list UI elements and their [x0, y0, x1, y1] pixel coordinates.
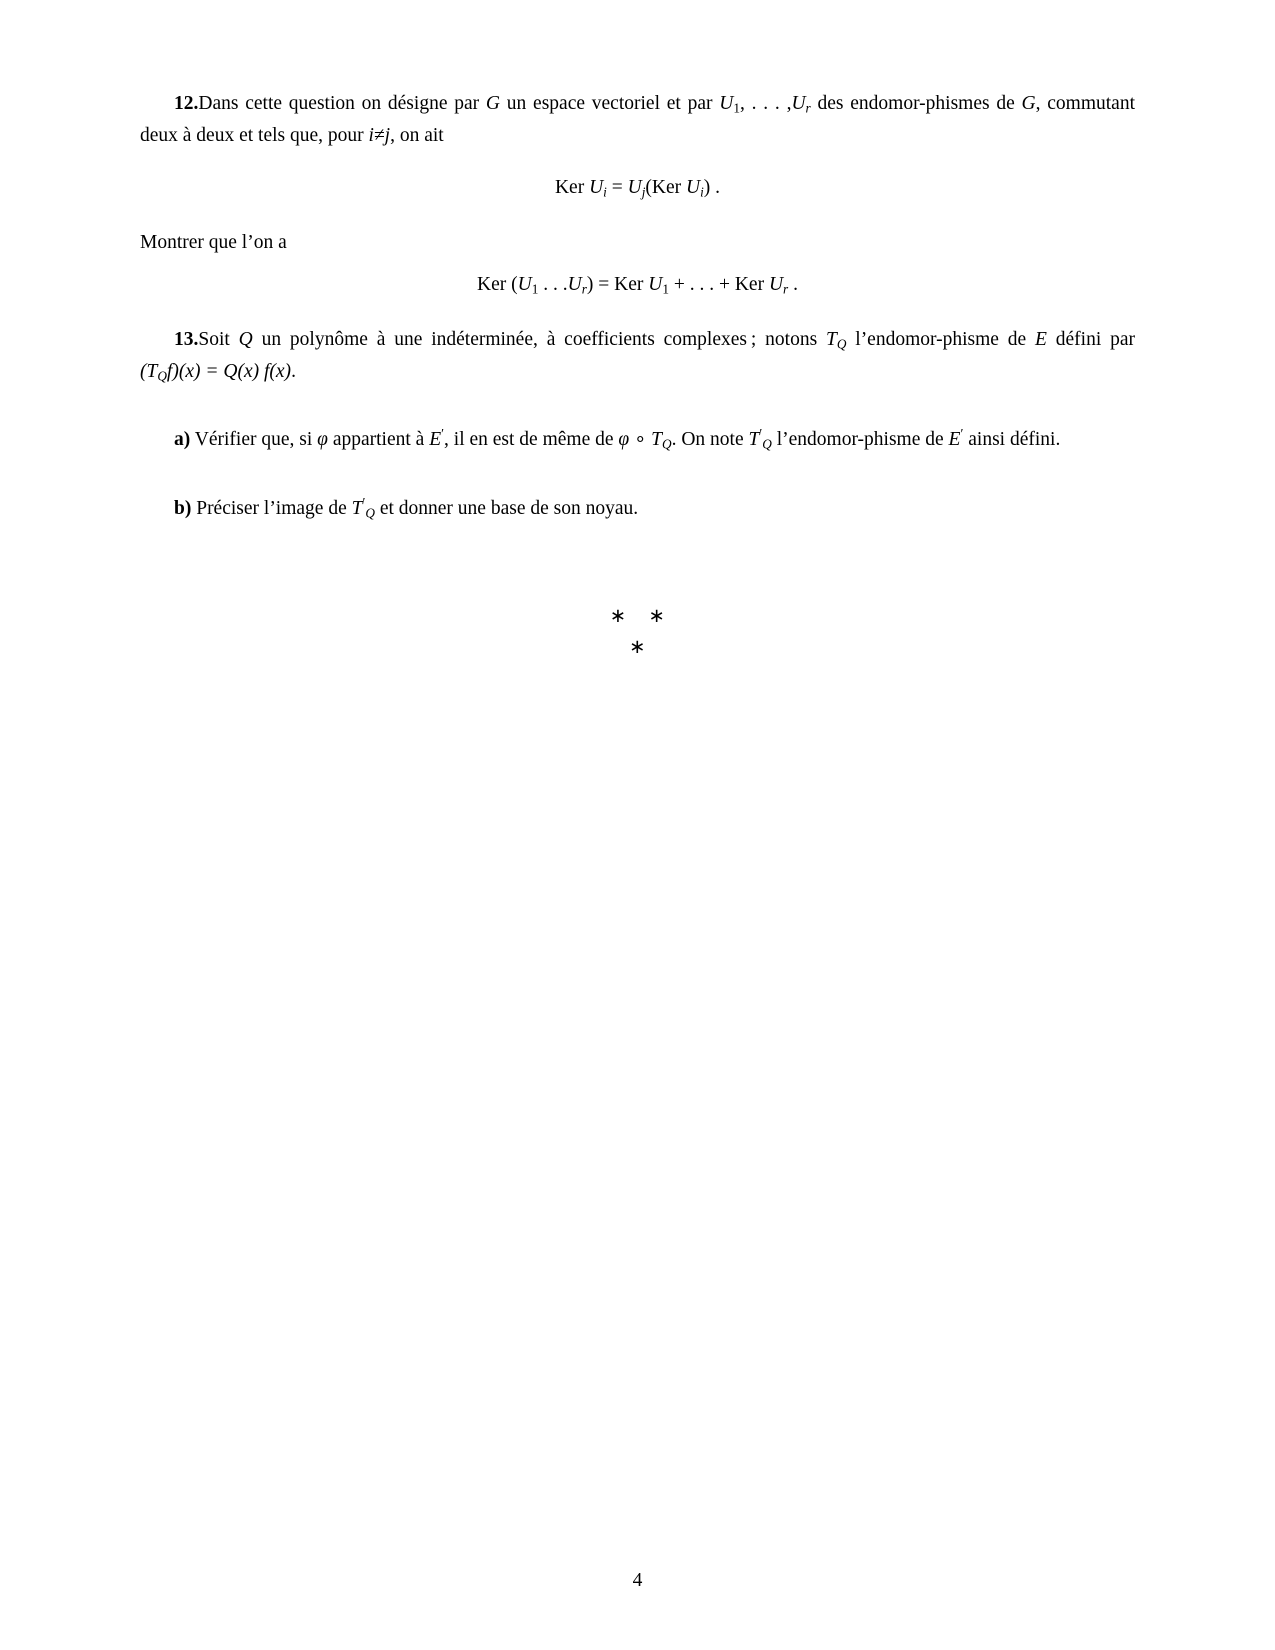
var-T-prime-b-subQ: Q: [365, 505, 375, 521]
eq2-Urb: U: [768, 274, 784, 296]
eq1-U-i2: U: [686, 177, 701, 199]
composition-symbol: ∘: [634, 429, 647, 451]
var-G2: G: [1021, 93, 1036, 114]
phi-symbol-2: φ: [618, 429, 630, 451]
eq2-ker-b: Ker: [734, 274, 765, 296]
neq-symbol: ≠: [373, 124, 385, 146]
q13-text-2: un polynôme à une indéterminée, à coefficients complexes ; notons: [252, 329, 826, 351]
eq2-subrb: r: [783, 282, 789, 298]
prime-mark-2: ′: [759, 426, 763, 442]
q13a-text-5: l’endomor-phisme de: [771, 429, 949, 451]
eq1-U-j: U: [627, 177, 642, 199]
eq1-period: .: [715, 177, 721, 199]
var-T-prime: T: [748, 429, 760, 451]
equation-ker-ui: [140, 177, 1135, 201]
asterisk-left: ∗: [609, 606, 627, 628]
eq2-subr: r: [581, 282, 587, 298]
var-Q: Q: [238, 329, 253, 351]
eq1-equals: =: [611, 177, 623, 199]
var-i: i: [368, 124, 374, 146]
var-T: T: [826, 329, 837, 351]
question-13-paragraph: [140, 324, 1135, 387]
var-E: E: [1035, 329, 1047, 351]
q13-text-3: l’endomor-phisme de: [846, 329, 1036, 351]
eq2-equals: =: [598, 274, 610, 296]
var-T-prime-b: T: [351, 497, 363, 519]
var-T-prime-subQ: Q: [762, 436, 772, 452]
eq2-dots: . . .: [543, 274, 568, 296]
var-T-subQ: Q: [836, 336, 847, 352]
var-E-prime: E: [429, 429, 442, 451]
eq2-period: .: [793, 274, 798, 296]
eq1-U-i: U: [589, 177, 604, 199]
prime-mark-3: ′: [960, 426, 964, 442]
var-T-2: T: [651, 429, 663, 451]
ker-label-2: Ker: [651, 177, 682, 199]
eq1-paren-open: (: [645, 177, 652, 199]
question-12-number: 12.: [174, 93, 199, 114]
q12-text-4: , commutant deux à deux et tels que, pour: [140, 93, 1135, 146]
q12-text-3: des endomor-phismes de: [810, 93, 1022, 114]
eq2-plus-dots: + . . . +: [673, 274, 730, 296]
question-12-paragraph: [140, 88, 1135, 151]
q13b-text-2: et donner une base de son noyau.: [374, 497, 639, 519]
eq2-ker-label: Ker: [477, 274, 507, 296]
equation-ker-product: [140, 274, 1135, 298]
eq2-Ur: U: [567, 274, 582, 296]
question-13b-label: b): [174, 497, 192, 519]
eq1-sub-j: j: [641, 184, 646, 200]
q12-text-2: un espace vectoriel et par: [500, 93, 720, 114]
montrer-line: Montrer que l’on a: [140, 231, 287, 253]
q13a-text-3: , il en est de même de: [444, 429, 619, 451]
var-E-prime-2: E: [948, 429, 961, 451]
q13-text-5: .: [291, 360, 296, 382]
var-G: G: [485, 93, 501, 114]
question-13a-label: a): [174, 429, 191, 451]
eq2-paren-close: ): [586, 274, 594, 296]
q12-text-5: , on ait: [390, 124, 444, 146]
page-number: 4: [632, 1570, 643, 1591]
q13-text-4: défini par: [1046, 329, 1135, 351]
question-13-number: 13.: [174, 329, 199, 351]
q13-formula-rest: )(x) = Q(x) f(x): [172, 360, 292, 382]
eq2-U1: U: [517, 274, 532, 296]
question-13: [140, 324, 1135, 387]
question-12: [140, 88, 1135, 151]
q12-dots: , . . . ,: [740, 93, 792, 114]
question-13b-paragraph: [140, 492, 1135, 524]
eq1-paren-close: ): [703, 177, 711, 199]
var-U1: U: [719, 93, 734, 114]
question-13a: [140, 423, 1135, 455]
q13-formula-subQ: Q: [157, 368, 167, 384]
q13a-text-4: . On note: [671, 429, 749, 451]
eq1-sub-i: i: [603, 184, 607, 200]
eq1-sub-i2: i: [700, 184, 704, 200]
q13a-text-2: appartient à: [327, 429, 430, 451]
q12-text-1: Dans cette question on désigne par: [198, 93, 486, 114]
q13b-text-1: Préciser l’image de: [191, 497, 352, 519]
q13-formula-f: f: [166, 360, 173, 382]
ker-label-1: Ker: [554, 177, 585, 199]
eq2-sub1b: 1: [662, 282, 669, 298]
prime-mark-b: ′: [362, 494, 366, 510]
eq2-U1b: U: [648, 274, 663, 296]
var-Ur-sub: r: [805, 100, 811, 116]
var-T-2-subQ: Q: [662, 436, 672, 452]
ornament-row-top: [140, 602, 1135, 631]
eq2-sub1: 1: [531, 282, 539, 298]
question-13a-paragraph: [140, 423, 1135, 455]
asterisk-right: ∗: [648, 606, 666, 628]
var-Ur: U: [791, 93, 806, 114]
var-j: j: [384, 124, 391, 146]
eq2-paren-open: (: [511, 274, 518, 296]
var-U1-sub: 1: [733, 100, 740, 116]
q13-text-1: Soit: [198, 329, 239, 351]
q13a-text-6: ainsi défini.: [963, 429, 1061, 451]
asterisk-bottom: ∗: [629, 637, 646, 659]
q13-formula-open: (T: [140, 360, 158, 382]
eq2-ker-a: Ker: [614, 274, 644, 296]
montrer-line-block: [140, 227, 1135, 259]
phi-symbol: φ: [317, 429, 328, 451]
q13a-text-1: Vérifier que, si: [190, 429, 318, 451]
section-ornament: [140, 602, 1135, 663]
question-13b: [140, 492, 1135, 524]
prime-mark-1: ′: [441, 426, 445, 442]
ornament-row-bottom: [140, 633, 1135, 662]
